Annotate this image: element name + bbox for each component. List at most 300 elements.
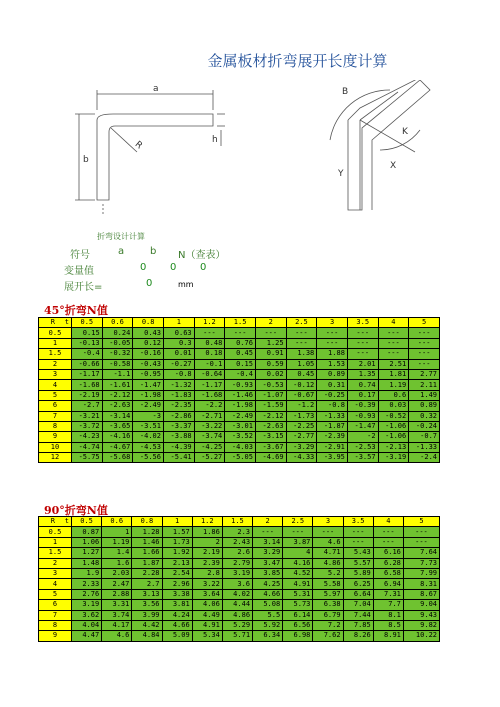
value-cell: 0.12 (133, 338, 164, 348)
value-cell: --- (317, 338, 348, 348)
value-cell: 2.03 (102, 568, 132, 578)
value-cell: 0.15 (225, 359, 256, 369)
bend-90-diagram (75, 80, 225, 220)
value-cell: 4.52 (283, 568, 313, 578)
radius-cell: 7 (39, 411, 72, 421)
value-cell: -0.8 (317, 401, 348, 411)
value-cell: -2.25 (286, 421, 317, 431)
value-cell: -2.71 (194, 411, 225, 421)
value-cell: 4.42 (132, 620, 162, 630)
value-cell: 0.32 (409, 411, 440, 421)
value-cell: 7.44 (343, 610, 373, 620)
col-a-label: a (118, 246, 125, 257)
value-cell: 2.43 (222, 537, 252, 547)
value-cell: -2.19 (72, 390, 103, 400)
value-cell: --- (378, 328, 409, 338)
value-cell: -0.25 (317, 390, 348, 400)
value-cell: -3.74 (194, 432, 225, 442)
value-cell: --- (409, 349, 440, 359)
value-cell: 1.48 (72, 558, 102, 568)
thickness-header: 5 (409, 318, 440, 328)
value-cell: 0.91 (255, 349, 286, 359)
table-row (39, 359, 440, 369)
value-cell: 5.31 (283, 589, 313, 599)
value-cell: 4.66 (162, 620, 192, 630)
value-cell: 7.62 (313, 631, 343, 641)
value-cell: 1.92 (162, 548, 192, 558)
table-row (39, 589, 440, 599)
value-cell: 1.06 (72, 537, 102, 547)
value-cell: 0.48 (194, 338, 225, 348)
table-row (39, 380, 440, 390)
dim-a-label: a (153, 84, 159, 94)
value-cell: -2.53 (347, 442, 378, 452)
value-cell: -1.06 (378, 432, 409, 442)
value-cell: 7.2 (313, 620, 343, 630)
value-cell: -0.16 (133, 349, 164, 359)
value-cell: 2.79 (222, 558, 252, 568)
value-cell: 0.63 (163, 328, 194, 338)
value-cell: --- (373, 527, 403, 537)
value-cell: 2.01 (347, 359, 378, 369)
value-cell: -4.53 (133, 442, 164, 452)
value-cell: 6.64 (343, 589, 373, 599)
value-cell: 0.02 (255, 369, 286, 379)
table-row (39, 620, 440, 630)
value-cell: 5.34 (192, 631, 222, 641)
value-cell: -1.87 (317, 421, 348, 431)
value-cell: 7.31 (373, 589, 403, 599)
value-cell: -2.63 (102, 401, 133, 411)
value-cell: 4.6 (102, 631, 132, 641)
value-cell: -3.88 (163, 432, 194, 442)
value-cell: 1.6 (102, 558, 132, 568)
value-cell: 4.91 (283, 579, 313, 589)
value-cell: 6.25 (343, 579, 373, 589)
value-cell: 1.25 (255, 338, 286, 348)
value-cell: -3.51 (133, 421, 164, 431)
value-cell: 0.18 (194, 349, 225, 359)
value-cell: -1.68 (72, 380, 103, 390)
value-cell: 2.96 (162, 579, 192, 589)
value-cell: -3.14 (102, 411, 133, 421)
thickness-header: 1.2 (192, 517, 222, 527)
calc-var-row (64, 262, 206, 277)
value-cell: 8.91 (373, 631, 403, 641)
value-cell: 8.67 (403, 589, 439, 599)
value-cell: 1.66 (132, 548, 162, 558)
value-cell: 0.76 (225, 338, 256, 348)
value-cell: 4.49 (192, 610, 222, 620)
table-row (39, 600, 440, 610)
value-cell: 4.86 (313, 558, 343, 568)
value-cell: -0.4 (72, 349, 103, 359)
value-cell: 0.87 (72, 527, 102, 537)
value-cell: 2.39 (192, 558, 222, 568)
value-cell: -3.67 (255, 442, 286, 452)
value-cell: -0.67 (286, 390, 317, 400)
table-row (39, 610, 440, 620)
table45-label: 45°折弯N值 (44, 304, 108, 317)
value-cell: -0.93 (225, 380, 256, 390)
length-value: 0 (146, 278, 153, 289)
dim-x-label: X (390, 161, 397, 171)
table-row (39, 548, 440, 558)
thickness-header: 3.5 (347, 318, 378, 328)
value-cell: 2.19 (192, 548, 222, 558)
table-row (39, 328, 440, 338)
value-cell: -1.17 (72, 369, 103, 379)
value-cell: -3.72 (72, 421, 103, 431)
value-cell: 5.73 (283, 600, 313, 610)
value-cell: 1.57 (162, 527, 192, 537)
value-cell: -1.2 (286, 401, 317, 411)
thickness-header: 3.5 (343, 517, 373, 527)
value-cell: -0.8 (163, 369, 194, 379)
value-cell: -2.35 (163, 401, 194, 411)
value-cell: -0.66 (72, 359, 103, 369)
value-cell: -0.1 (194, 359, 225, 369)
value-cell: -0.32 (102, 349, 133, 359)
table-row (39, 411, 440, 421)
value-cell: 2.76 (72, 589, 102, 599)
corner-cell (39, 318, 72, 328)
value-cell: -2 (347, 432, 378, 442)
calc-header-row (70, 246, 225, 261)
value-cell: -1.06 (378, 421, 409, 431)
value-cell: -0.39 (347, 401, 378, 411)
var-n-value[interactable]: 0 (200, 262, 207, 273)
value-cell: 4.71 (313, 548, 343, 558)
corner-cell (39, 517, 72, 527)
value-cell: 3.19 (222, 568, 252, 578)
table-header-row (39, 517, 440, 527)
value-cell: 3.99 (132, 610, 162, 620)
value-cell: 4.66 (253, 589, 283, 599)
page-title: 金属板材折弯展开长度计算 (207, 52, 388, 70)
thickness-header: 2 (255, 318, 286, 328)
value-cell: 2.88 (102, 589, 132, 599)
value-cell: 4.02 (222, 589, 252, 599)
value-cell: -1.61 (102, 380, 133, 390)
value-cell: 3.47 (253, 558, 283, 568)
value-cell: -5.75 (72, 453, 103, 463)
value-cell: -3.22 (194, 421, 225, 431)
value-cell: 5.29 (222, 620, 252, 630)
dim-y-label: Y (338, 169, 344, 179)
table-row (39, 631, 440, 641)
value-cell: 2.3 (222, 527, 252, 537)
value-cell: 0.3 (163, 338, 194, 348)
value-cell: 4.91 (192, 620, 222, 630)
value-cell: -1.17 (194, 380, 225, 390)
value-cell: --- (378, 338, 409, 348)
value-cell: 1.86 (192, 527, 222, 537)
table-row (39, 338, 440, 348)
value-cell: 5.08 (253, 600, 283, 610)
value-cell: 0.24 (102, 328, 133, 338)
radius-cell: 12 (39, 453, 72, 463)
value-cell: 2.51 (378, 359, 409, 369)
value-cell: -3.37 (163, 421, 194, 431)
value-cell: 10.22 (403, 631, 439, 641)
value-cell: 0.89 (317, 369, 348, 379)
dim-b-label: b (83, 155, 89, 165)
radius-cell: 4 (39, 579, 72, 589)
value-cell: -4.25 (194, 442, 225, 452)
value-cell: --- (253, 527, 283, 537)
value-cell: -0.24 (409, 421, 440, 431)
value-cell: 9.04 (403, 600, 439, 610)
value-cell: --- (409, 359, 440, 369)
radius-cell: 0.5 (39, 527, 72, 537)
table-row (39, 421, 440, 431)
dim-r-label: R (132, 139, 144, 152)
value-cell: 1.27 (72, 548, 102, 558)
value-cell: 6.16 (373, 548, 403, 558)
value-cell: -3 (133, 411, 164, 421)
value-cell: -4.74 (72, 442, 103, 452)
thickness-header: 1.5 (225, 318, 256, 328)
value-cell: -2.7 (72, 401, 103, 411)
value-cell: -4.67 (102, 442, 133, 452)
value-cell: -3.19 (378, 453, 409, 463)
radius-cell: 2 (39, 558, 72, 568)
value-cell: 3.14 (253, 537, 283, 547)
value-cell: -2.49 (133, 401, 164, 411)
value-cell: -2.4 (409, 453, 440, 463)
value-cell: 2.6 (222, 548, 252, 558)
value-cell: 0.17 (347, 390, 378, 400)
value-cell: 4.84 (132, 631, 162, 641)
dim-k-label: K (402, 127, 408, 137)
thickness-header: 1.2 (194, 318, 225, 328)
value-cell: 6.94 (373, 579, 403, 589)
value-cell: 0.15 (72, 328, 103, 338)
value-cell: -1.98 (225, 401, 256, 411)
value-cell: -0.43 (133, 359, 164, 369)
value-cell: 3.64 (192, 589, 222, 599)
var-a-value[interactable]: 0 (140, 262, 147, 273)
value-cell: 2.54 (162, 568, 192, 578)
var-label: 变量值 (64, 266, 94, 277)
value-cell: --- (347, 338, 378, 348)
value-cell: 3.6 (222, 579, 252, 589)
thickness-header: 1 (163, 318, 194, 328)
value-cell: 6.98 (283, 631, 313, 641)
value-cell: 5.97 (313, 589, 343, 599)
value-cell: -0.64 (194, 369, 225, 379)
radius-cell: 1.5 (39, 548, 72, 558)
thickness-header: 3 (313, 517, 343, 527)
thickness-header: 0.5 (72, 318, 103, 328)
var-b-value[interactable]: 0 (170, 262, 177, 273)
radius-cell: 1 (39, 537, 72, 547)
value-cell: -0.7 (409, 432, 440, 442)
value-cell: 7.73 (403, 558, 439, 568)
value-cell: 8.1 (373, 610, 403, 620)
value-cell: -3.21 (72, 411, 103, 421)
table-header-row (39, 318, 440, 328)
table-row (39, 453, 440, 463)
value-cell: 4.06 (192, 600, 222, 610)
value-cell: -0.95 (133, 369, 164, 379)
value-cell: -1.98 (133, 390, 164, 400)
value-cell: --- (347, 349, 378, 359)
value-cell: 2.28 (132, 568, 162, 578)
value-cell: -2.39 (317, 432, 348, 442)
value-cell: 1.87 (132, 558, 162, 568)
value-cell: 8.31 (403, 579, 439, 589)
dim-h-label: h (212, 135, 218, 145)
table-row (39, 558, 440, 568)
value-cell: 4.16 (283, 558, 313, 568)
thickness-header: 2.5 (286, 318, 317, 328)
radius-cell: 8 (39, 421, 72, 431)
value-cell: --- (343, 537, 373, 547)
radius-cell: 3 (39, 369, 72, 379)
value-cell: --- (286, 338, 317, 348)
value-cell: -0.13 (72, 338, 103, 348)
value-cell: 5.89 (343, 568, 373, 578)
value-cell: 0.74 (347, 380, 378, 390)
value-cell: 5.5 (253, 610, 283, 620)
value-cell: -5.68 (102, 453, 133, 463)
value-cell: -4.16 (102, 432, 133, 442)
value-cell: -5.05 (225, 453, 256, 463)
value-cell: 0.6 (378, 390, 409, 400)
table-row (39, 349, 440, 359)
radius-cell: 8 (39, 620, 72, 630)
value-cell: 1.81 (378, 369, 409, 379)
value-cell: 3.87 (283, 537, 313, 547)
value-cell: -2.2 (194, 401, 225, 411)
value-cell: 4.24 (162, 610, 192, 620)
table-row (39, 390, 440, 400)
value-cell: 3.31 (102, 600, 132, 610)
value-cell: -0.4 (225, 369, 256, 379)
value-cell: 3.38 (162, 589, 192, 599)
value-cell: -2.12 (102, 390, 133, 400)
thickness-header: 4 (373, 517, 403, 527)
value-cell: --- (409, 328, 440, 338)
value-cell: --- (255, 328, 286, 338)
table-row (39, 579, 440, 589)
radius-cell: 9 (39, 432, 72, 442)
value-cell: 4.6 (313, 537, 343, 547)
value-cell: -1.33 (409, 442, 440, 452)
col-n-label: N（查表） (178, 250, 226, 261)
value-cell: 3.22 (192, 579, 222, 589)
value-cell: 1.38 (286, 349, 317, 359)
value-cell: 3.81 (162, 600, 192, 610)
value-cell: 6.38 (313, 600, 343, 610)
value-cell: -0.12 (286, 380, 317, 390)
value-cell: --- (343, 527, 373, 537)
value-cell: 3.13 (132, 589, 162, 599)
corner-t-label: t (64, 517, 69, 526)
value-cell: -1.47 (133, 380, 164, 390)
value-cell: -3.29 (286, 442, 317, 452)
value-cell: -1.33 (317, 411, 348, 421)
value-cell: -3.57 (347, 453, 378, 463)
table-row (39, 369, 440, 379)
col-b-label: b (150, 246, 157, 257)
thickness-header: 2.5 (283, 517, 313, 527)
value-cell: 3.62 (72, 610, 102, 620)
value-cell: -0.05 (102, 338, 133, 348)
value-cell: 5.71 (222, 631, 252, 641)
value-cell: 6.58 (373, 568, 403, 578)
value-cell: --- (283, 527, 313, 537)
value-cell: 5.2 (313, 568, 343, 578)
value-cell: 3.19 (72, 600, 102, 610)
thickness-header: 0.6 (102, 318, 133, 328)
value-cell: 0.45 (286, 369, 317, 379)
value-cell: 5.58 (313, 579, 343, 589)
value-cell: 7.04 (343, 600, 373, 610)
value-cell: 5.09 (162, 631, 192, 641)
value-cell: 1.46 (132, 537, 162, 547)
value-cell: 1.88 (317, 349, 348, 359)
value-cell: 8.5 (373, 620, 403, 630)
value-cell: 7.85 (343, 620, 373, 630)
value-cell: --- (378, 349, 409, 359)
value-cell: 2.77 (409, 369, 440, 379)
thickness-header: 3 (317, 318, 348, 328)
value-cell: -1.59 (255, 401, 286, 411)
value-cell: --- (286, 328, 317, 338)
value-cell: -3.15 (255, 432, 286, 442)
value-cell: 7.99 (403, 568, 439, 578)
value-cell: 2.7 (132, 579, 162, 589)
value-cell: -2.77 (286, 432, 317, 442)
thickness-header: 5 (403, 517, 439, 527)
radius-cell: 10 (39, 442, 72, 452)
value-cell: 1.49 (409, 390, 440, 400)
table-row (39, 432, 440, 442)
value-cell: -1.07 (255, 390, 286, 400)
table-row (39, 537, 440, 547)
value-cell: 4 (283, 548, 313, 558)
thickness-header: 0.8 (132, 517, 162, 527)
value-cell: -3.95 (317, 453, 348, 463)
value-cell: 8.26 (343, 631, 373, 641)
table-row (39, 527, 440, 537)
value-cell: 2.33 (72, 579, 102, 589)
value-cell: 3.56 (132, 600, 162, 610)
value-cell: 6.79 (313, 610, 343, 620)
length-label: 展开长= (64, 282, 103, 293)
value-cell: 4.47 (72, 631, 102, 641)
value-cell: 1 (102, 527, 132, 537)
value-cell: 6.28 (373, 558, 403, 568)
value-cell: -1.1 (102, 369, 133, 379)
value-cell: 4.04 (72, 620, 102, 630)
value-cell: -2.91 (317, 442, 348, 452)
thickness-header: 1.5 (222, 517, 252, 527)
value-cell: 0.89 (409, 401, 440, 411)
value-cell: -5.41 (163, 453, 194, 463)
value-cell: 3.85 (253, 568, 283, 578)
value-cell: -4.39 (163, 442, 194, 452)
value-cell: --- (409, 338, 440, 348)
value-cell: --- (194, 328, 225, 338)
value-cell: --- (373, 537, 403, 547)
radius-cell: 1.5 (39, 349, 72, 359)
radius-cell: 6 (39, 401, 72, 411)
radius-cell: 3 (39, 568, 72, 578)
